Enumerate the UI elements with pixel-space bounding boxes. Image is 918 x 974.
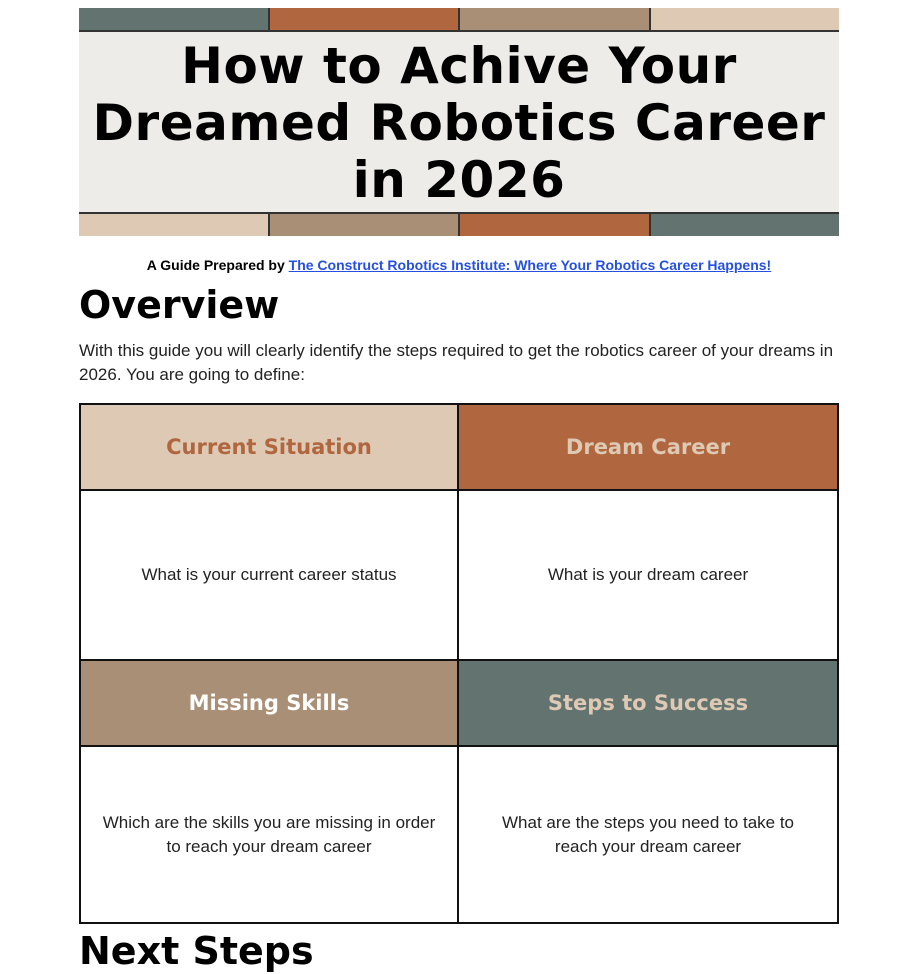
stripe-segment: [649, 8, 840, 30]
current-situation-prompt: What is your current career status: [81, 491, 459, 661]
dream-career-header: Dream Career: [459, 405, 837, 491]
definition-grid: [79, 403, 839, 924]
steps-to-success-prompt: What are the steps you need to take to reach your dream career: [459, 747, 837, 922]
stripe-segment: [79, 8, 268, 30]
next-steps-heading: Next Steps: [79, 929, 314, 973]
missing-skills-prompt: Which are the skills you are missing in order to reach your dream career: [81, 747, 459, 922]
byline: [79, 256, 839, 274]
byline-prefix: A Guide Prepared by: [146, 257, 289, 273]
overview-intro: With this guide you will clearly identify the steps required to get the robotics career of your dreams in 2026. You are going to define:: [79, 341, 834, 384]
institute-link[interactable]: The Construct Robotics Institute: Where Your Robotics Career Happens!: [288, 257, 772, 273]
stripe-segment: [458, 214, 649, 236]
banner-top-stripe: [79, 8, 839, 32]
title-banner: [79, 8, 839, 236]
missing-skills-header: Missing Skills: [81, 661, 459, 747]
stripe-segment: [268, 8, 459, 30]
stripe-segment: [268, 214, 459, 236]
steps-to-success-header: Steps to Success: [459, 661, 837, 747]
current-situation-header: Current Situation: [81, 405, 459, 491]
banner-bottom-stripe: [79, 212, 839, 236]
title-line-2: Dreamed Robotics Career: [92, 94, 826, 152]
stripe-segment: [79, 214, 268, 236]
overview-heading: Overview: [79, 283, 280, 327]
dream-career-prompt: What is your dream career: [459, 491, 837, 661]
stripe-segment: [649, 214, 840, 236]
title-line-3: in 2026: [352, 151, 566, 209]
stripe-segment: [458, 8, 649, 30]
title-line-1: How to Achive Your: [181, 37, 737, 95]
page-title: [79, 38, 839, 209]
